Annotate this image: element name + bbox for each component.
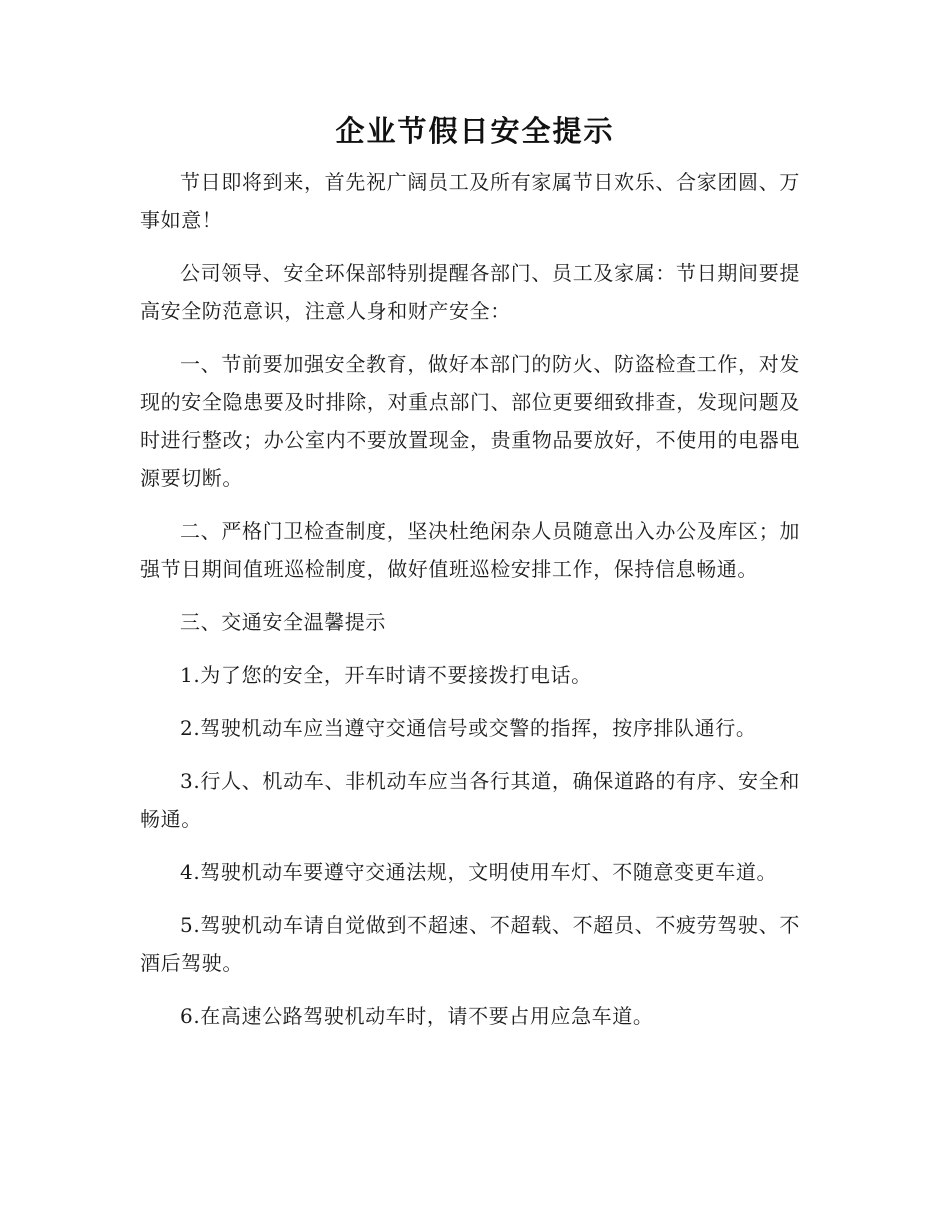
paragraph-reminder-intro: 公司领导、安全环保部特别提醒各部门、员工及家属：节日期间要提高安全防范意识，注意人身和财产安全： (140, 261, 800, 323)
paragraph-traffic-tip-5: 5.驾驶机动车请自觉做到不超速、不超载、不超员、不疲劳驾驶、不酒后驾驶。 (140, 913, 800, 975)
paragraph-item-3-heading: 三、交通安全温馨提示 (180, 610, 386, 634)
paragraph-traffic-tip-4: 4.驾驶机动车要遵守交通法规，文明使用车灯、不随意变更车道。 (180, 860, 778, 884)
paragraph-traffic-tip-3: 3.行人、机动车、非机动车应当各行其道，确保道路的有序、安全和畅通。 (140, 769, 800, 831)
paragraph-traffic-tip-2: 2.驾驶机动车应当遵守交通信号或交警的指挥，按序排队通行。 (180, 716, 757, 740)
paragraph-traffic-tip-6: 6.在高速公路驾驶机动车时，请不要占用应急车道。 (180, 1004, 654, 1028)
document-title: 企业节假日安全提示 (335, 114, 615, 148)
paragraph-item-1: 一、节前要加强安全教育，做好本部门的防火、防盗检查工作，对发现的安全隐患要及时排除，对重点部门、部位更要细致排查，发现问题及时进行整改；办公室内不要放置现金，贵重物品要放好，不使用的电器电源要切断。 (140, 352, 800, 490)
document-body (140, 163, 800, 1050)
paragraph-traffic-tip-1: 1.为了您的安全，开车时请不要接拨打电话。 (180, 663, 592, 687)
paragraph-greeting: 节日即将到来，首先祝广阔员工及所有家属节日欢乐、合家团圆、万事如意！ (140, 170, 800, 232)
paragraph-item-2: 二、严格门卫检查制度，坚决杜绝闲杂人员随意出入办公及库区；加强节日期间值班巡检制度，做好值班巡检安排工作，保持信息畅通。 (140, 519, 800, 581)
